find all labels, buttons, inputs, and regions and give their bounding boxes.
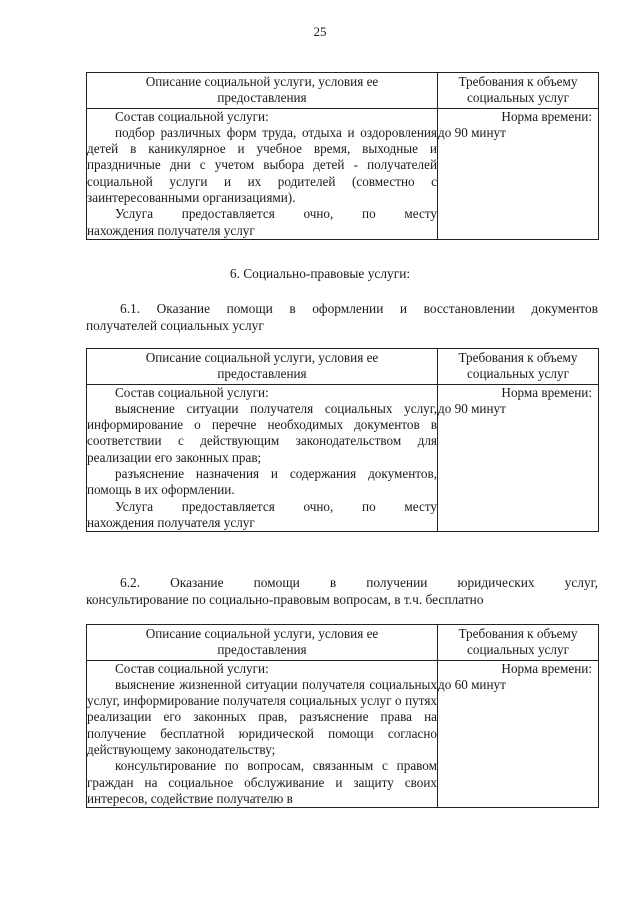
item-6-1 [86,301,598,334]
condition-line2: нахождения получателя услуг [87,222,255,238]
service-requirements [438,660,599,808]
norm-value: до 90 минут [438,124,506,140]
header-description-line2: предоставления [217,366,307,382]
norm-value: до 60 минут [438,676,506,692]
service-table-3 [86,624,599,808]
item-6-2-line2: консультирование по социально-правовым вопросам, в т.ч. бесплатно [86,591,484,607]
condition-line1: Услуга предоставляется очно, по месту [115,498,437,514]
header-description-line2: предоставления [217,90,307,106]
service-description [87,660,438,808]
service-table-2 [86,348,599,532]
header-requirements [438,73,599,109]
section-6-title: 6. Социально-правовые услуги: [229,266,411,281]
condition-line1: Услуга предоставляется очно, по месту [115,206,437,222]
service-requirements [438,384,599,532]
service-body-2: разъяснение назначения и содержания документов, помощь в их оформлении. [87,466,437,498]
service-requirements [438,108,599,239]
table-header-row [87,349,599,385]
header-requirements-line1: Требования к объему [458,350,578,365]
header-requirements [438,625,599,661]
norm-label: Норма времени: [501,660,592,676]
item-6-2-line1: 6.2. Оказание помощи в получении юридических услуг, [120,575,598,590]
service-description [87,108,438,239]
header-description-line2: предоставления [217,642,307,658]
page-number: 25 [313,24,327,39]
service-description [87,384,438,532]
table-row [87,384,599,532]
header-description [87,73,438,109]
table-row [87,108,599,239]
table-header-row [87,73,599,109]
item-6-2 [86,575,598,608]
header-description [87,349,438,385]
service-body-1: выяснение жизненной ситуации получателя социальных услуг, информирование получателя социальных услуг о путях реализации его законных прав, разъяснение права на получение бесплатной юридической помощи согласно действующему законодательству; [87,676,437,758]
condition-line2: нахождения получателя услуг [87,514,255,530]
service-body-1: выяснение ситуации получателя социальных услуг, информирование о перечне необходимых документов в соответствии с действующим законодательством для реализации его законных прав; [87,400,437,465]
header-requirements-line2: социальных услуг [467,366,569,382]
norm-label: Норма времени: [501,108,592,124]
header-description [87,625,438,661]
service-body: подбор различных форм труда, отдыха и оздоровления детей в каникулярное и учебное время, выходные и праздничные дни с учетом выбора детей - получателей социальной услуги и их родителей (совместно с заинтересованными организациями). [87,124,437,206]
header-requirements-line2: социальных услуг [467,90,569,106]
header-description-line1: Описание социальной услуги, условия ее [145,74,379,89]
composition-label: Состав социальной услуги: [115,108,269,124]
norm-value: до 90 минут [438,400,506,416]
item-6-1-line2: получателей социальных услуг [86,317,264,333]
table-header-row [87,625,599,661]
header-requirements-line2: социальных услуг [467,642,569,658]
table-row [87,660,599,808]
norm-label: Норма времени: [501,384,592,400]
composition-label: Состав социальной услуги: [115,660,269,676]
service-body-2: консультирование по вопросам, связанным с правом граждан на социальное обслуживание и защиту своих интересов, содействие получателю в [87,758,437,806]
header-requirements-line1: Требования к объему [458,626,578,641]
header-requirements [438,349,599,385]
composition-label: Состав социальной услуги: [115,384,269,400]
item-6-1-line1: 6.1. Оказание помощи в оформлении и восстановлении документов [120,301,598,316]
header-description-line1: Описание социальной услуги, условия ее [145,626,379,641]
header-requirements-line1: Требования к объему [458,74,578,89]
service-table-1 [86,72,599,240]
header-description-line1: Описание социальной услуги, условия ее [145,350,379,365]
